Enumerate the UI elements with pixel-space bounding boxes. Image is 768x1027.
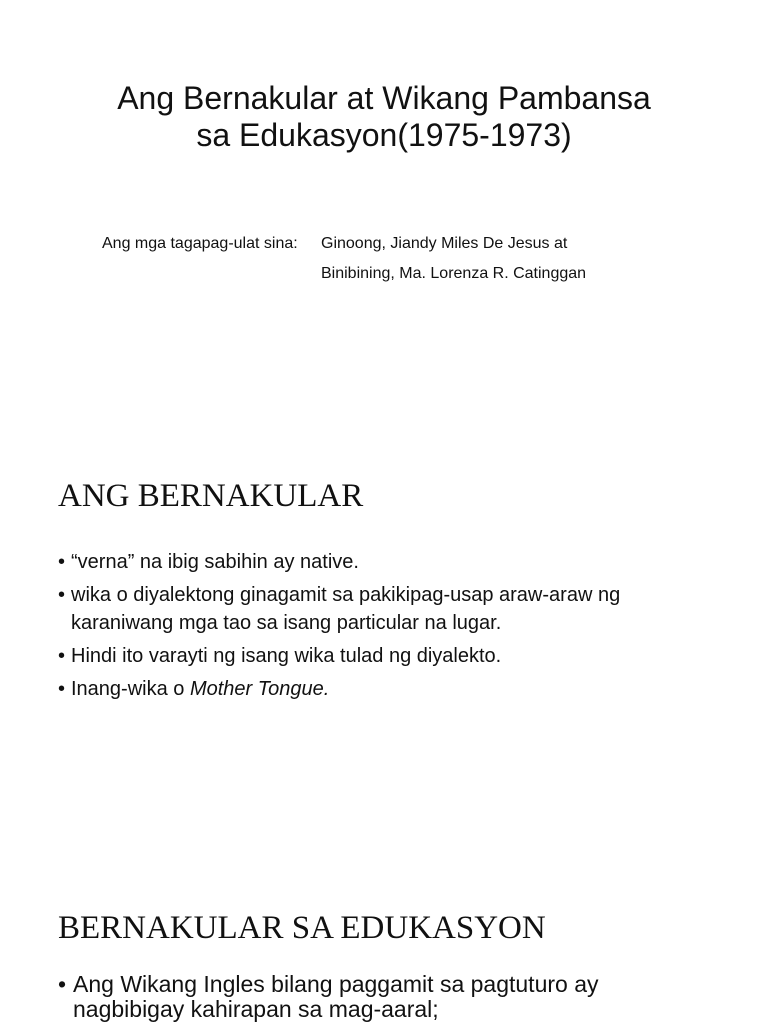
slide-title xyxy=(0,0,768,440)
slide-heading: ANG BERNAKULAR xyxy=(58,478,364,514)
bullet-item: • Hindi ito varayti ng isang wika tulad ng diyalekto. xyxy=(58,642,658,670)
bullet-text: Inang-wika o xyxy=(71,678,190,700)
reporters-label: Ang mga tagapag-ulat sina: xyxy=(102,235,298,252)
bullet-item: • wika o diyalektong ginagamit sa pakikipag-usap araw-araw ng karaniwang mga tao sa isang particular na lugar. xyxy=(58,581,658,637)
reporter-name: Binibining, Ma. Lorenza R. Catinggan xyxy=(321,265,587,282)
reporters-label-spacer xyxy=(102,259,321,289)
bullet-list xyxy=(58,548,658,708)
reporter-name: Ginoong, Jiandy Miles De Jesus at xyxy=(321,235,568,252)
slide-title-heading: Ang Bernakular at Wikang Pambansa sa Edukasyon(1975-1973) xyxy=(117,80,651,153)
reporters-block xyxy=(102,229,586,289)
bullet-emphasis: Mother Tongue. xyxy=(189,678,330,700)
bullet-item: • “verna” na ibig sabihin ay native. xyxy=(58,548,658,576)
bullet-item: • Ang Wikang Ingles bilang paggamit sa pagtuturo ay nagbibigay kahirapan sa mag-aaral; xyxy=(58,972,688,1022)
slide-heading: BERNAKULAR SA EDUKASYON xyxy=(58,910,546,946)
bullet-item xyxy=(58,675,658,703)
bullet-list xyxy=(58,972,688,1027)
slide-bernakular-edukasyon xyxy=(0,880,768,1024)
slide-bernakular xyxy=(0,440,768,880)
